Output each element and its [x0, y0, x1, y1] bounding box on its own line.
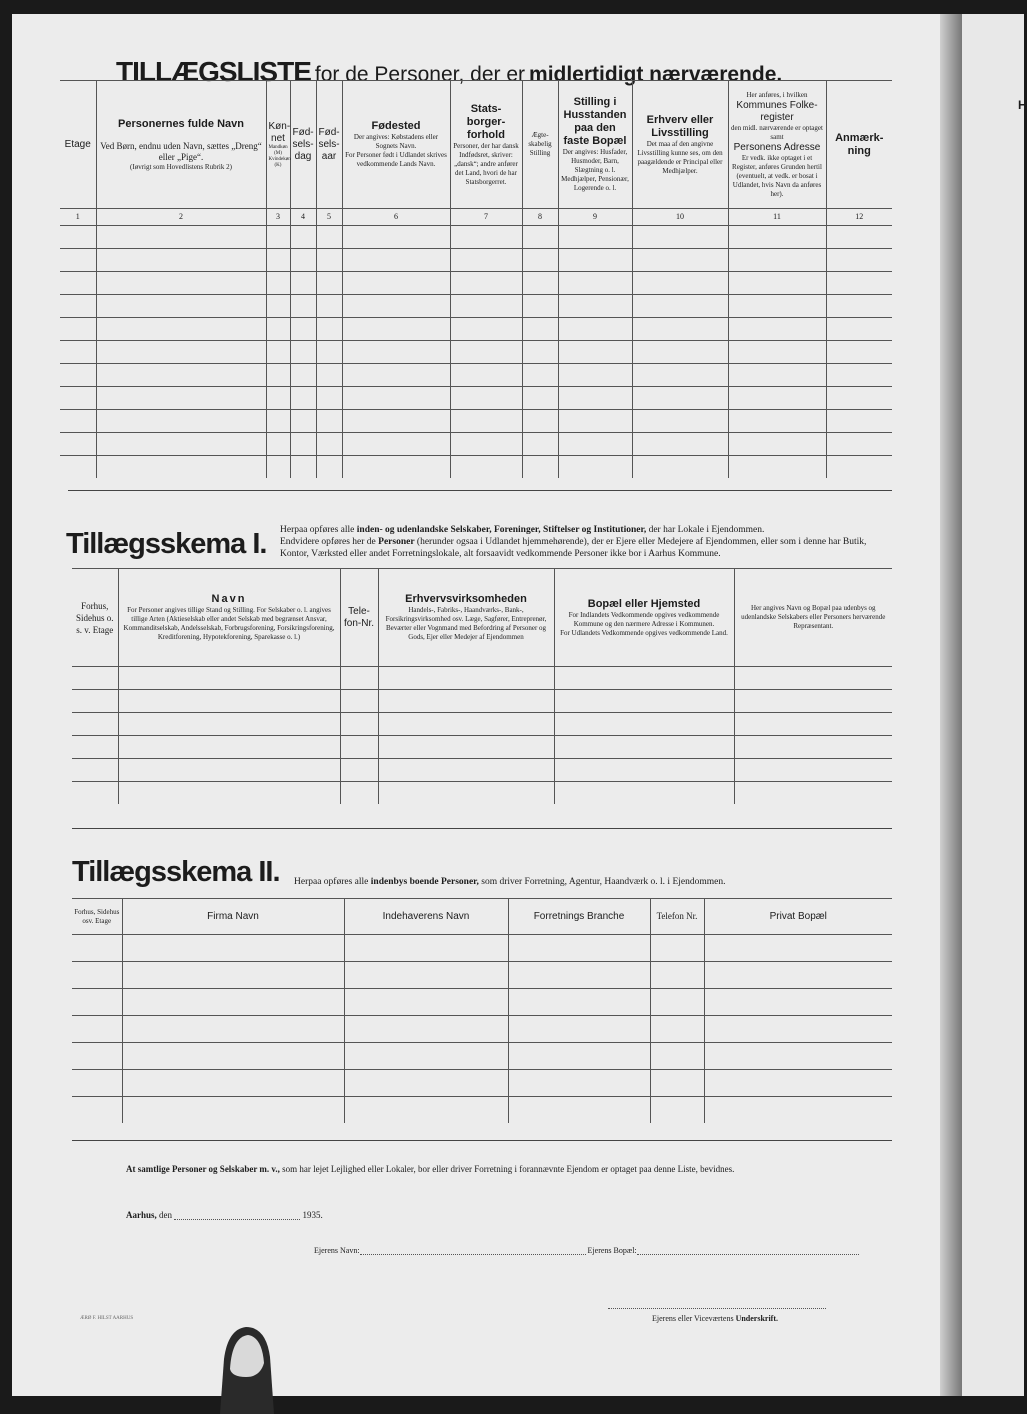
empty-cell[interactable]	[344, 989, 508, 1016]
empty-cell[interactable]	[728, 387, 826, 410]
empty-cell[interactable]	[378, 713, 554, 736]
col-koennet: Køn-net Mandkøn (M) Kvindekøn (K)	[266, 81, 290, 209]
empty-cell[interactable]	[118, 713, 340, 736]
empty-row[interactable]	[60, 318, 892, 341]
owner-name-line: Ejerens Navn: Ejerens Bopæl:	[314, 1246, 859, 1255]
empty-cell[interactable]	[266, 364, 290, 387]
list-number-row: 1 2 3 4 5 6 7 8 9 10 11 12	[60, 209, 892, 226]
empty-cell[interactable]	[734, 690, 892, 713]
empty-cell[interactable]	[96, 410, 266, 433]
empty-cell[interactable]	[826, 341, 892, 364]
empty-cell[interactable]	[728, 318, 826, 341]
empty-cell[interactable]	[378, 736, 554, 759]
empty-cell[interactable]	[60, 272, 96, 295]
col-foedested: Fødested Der angives: Købstadens eller Sognets Navn. For Personer født i Udlandet skrives vedkommende Lands Navn.	[342, 81, 450, 209]
empty-cell[interactable]	[450, 410, 522, 433]
empty-cell[interactable]	[378, 759, 554, 782]
empty-cell[interactable]	[72, 962, 122, 989]
title-main: TILLÆGSLISTE	[116, 56, 311, 87]
title-bold: midlertidigt nærværende.	[529, 63, 783, 86]
empty-cell[interactable]	[266, 341, 290, 364]
empty-cell[interactable]	[316, 249, 342, 272]
empty-cell[interactable]	[266, 272, 290, 295]
empty-cell[interactable]	[508, 1070, 650, 1097]
empty-cell[interactable]	[826, 387, 892, 410]
empty-cell[interactable]	[72, 690, 118, 713]
s2-col-telefon: Telefon Nr.	[650, 899, 704, 935]
empty-row[interactable]	[60, 341, 892, 364]
empty-cell[interactable]	[342, 456, 450, 479]
facing-page-mark: H	[1018, 98, 1027, 112]
signature-caption: Ejerens eller Viceværtens Underskrift.	[652, 1314, 779, 1323]
form-page	[12, 14, 940, 1396]
empty-cell[interactable]	[704, 935, 892, 962]
empty-cell[interactable]	[290, 295, 316, 318]
empty-cell[interactable]	[96, 433, 266, 456]
empty-cell[interactable]	[522, 272, 558, 295]
list-body	[60, 226, 892, 479]
empty-cell[interactable]	[734, 782, 892, 805]
empty-cell[interactable]	[558, 387, 632, 410]
empty-cell[interactable]	[72, 989, 122, 1016]
empty-cell[interactable]	[316, 433, 342, 456]
empty-cell[interactable]	[558, 318, 632, 341]
empty-cell[interactable]	[728, 410, 826, 433]
empty-cell[interactable]	[266, 410, 290, 433]
empty-cell[interactable]	[632, 272, 728, 295]
s1-col-bopael: Bopæl eller Hjemsted For Indlandets Vedkommende opgives vedkommende Kommune og den nærmere Adresse i Kommunen. For Udlandets Vedkommende opgives vedkommende Land.	[554, 569, 734, 667]
skema2-note: Herpaa opføres alle indenbys boende Personer, som driver Forretning, Agentur, Haandværk o. l. i Ejendommen.	[294, 877, 726, 887]
empty-cell[interactable]	[734, 713, 892, 736]
empty-cell[interactable]	[728, 226, 826, 249]
empty-cell[interactable]	[734, 667, 892, 690]
empty-cell[interactable]	[342, 295, 450, 318]
signature-line	[608, 1308, 826, 1309]
empty-cell[interactable]	[632, 410, 728, 433]
empty-cell[interactable]	[632, 226, 728, 249]
s2-col-firma: Firma Navn	[122, 899, 344, 935]
empty-cell[interactable]	[344, 935, 508, 962]
empty-cell[interactable]	[342, 341, 450, 364]
empty-cell[interactable]	[60, 318, 96, 341]
empty-cell[interactable]	[558, 456, 632, 479]
empty-cell[interactable]	[96, 341, 266, 364]
skema1-note: Herpaa opføres alle inden- og udenlandske Selskaber, Foreninger, Stiftelser og Institutioner, der har Lokale i Ejendommen. Endvidere opføres her de Personer (herunder ogsaa i Udlandet hjemmehørende), der er Ejere eller Medejere af Ejendommen, eller som i denne har Butik, Kontor, Værksted eller andet Forretningslokale, alt forsaavidt vedkommende Personer ikke bor i Aarhus Kommune.	[280, 525, 867, 559]
col-folkeregister: Her anføres, i hvilken Kommunes Folke-register den midl. nærværende er optaget samt Personens Adresse Er vedk. ikke optaget i et Register, anføres Grunden hertil (eventuelt, at vedk. er bosat i Udlandet, hvis Navn da anføres her).	[728, 81, 826, 209]
empty-cell[interactable]	[826, 295, 892, 318]
empty-cell[interactable]	[96, 226, 266, 249]
empty-cell[interactable]	[266, 295, 290, 318]
empty-row[interactable]	[72, 1043, 892, 1070]
tillaegsliste-table	[60, 80, 892, 478]
skema1-title: Tillægsskema I.	[66, 528, 267, 560]
empty-cell[interactable]	[554, 759, 734, 782]
empty-row[interactable]	[72, 1016, 892, 1043]
empty-cell[interactable]	[96, 272, 266, 295]
empty-cell[interactable]	[826, 249, 892, 272]
empty-row[interactable]	[60, 295, 892, 318]
empty-cell[interactable]	[60, 341, 96, 364]
empty-cell[interactable]	[72, 713, 118, 736]
empty-cell[interactable]	[554, 667, 734, 690]
empty-cell[interactable]	[558, 249, 632, 272]
empty-cell[interactable]	[344, 1043, 508, 1070]
s2-col-etage: Forhus, Sidehus osv. Etage	[72, 899, 122, 935]
empty-cell[interactable]	[290, 433, 316, 456]
empty-cell[interactable]	[96, 295, 266, 318]
empty-cell[interactable]	[340, 782, 378, 805]
empty-cell[interactable]	[450, 341, 522, 364]
empty-cell[interactable]	[632, 364, 728, 387]
empty-cell[interactable]	[632, 341, 728, 364]
empty-cell[interactable]	[558, 433, 632, 456]
empty-cell[interactable]	[122, 962, 344, 989]
empty-cell[interactable]	[316, 387, 342, 410]
empty-cell[interactable]	[290, 272, 316, 295]
empty-row[interactable]	[72, 667, 892, 690]
empty-row[interactable]	[60, 410, 892, 433]
empty-cell[interactable]	[704, 1016, 892, 1043]
col-navn: Personernes fulde Navn Ved Børn, endnu uden Navn, sættes „Dreng“ eller „Pige“. (Iøvrigt som Hovedlistens Rubrik 2)	[96, 81, 266, 209]
empty-cell[interactable]	[72, 782, 118, 805]
printer-mark: ÆRØ F. HILST AARHUS	[80, 1316, 134, 1321]
skema1-header-row	[72, 569, 892, 667]
col-etage: Etage	[60, 81, 96, 209]
empty-cell[interactable]	[96, 456, 266, 479]
empty-cell[interactable]	[378, 690, 554, 713]
s1-col-etage: Forhus, Sidehus o. s. v. Etage	[72, 569, 118, 667]
empty-cell[interactable]	[266, 249, 290, 272]
empty-cell[interactable]	[450, 272, 522, 295]
empty-cell[interactable]	[826, 318, 892, 341]
empty-cell[interactable]	[728, 341, 826, 364]
facing-page	[962, 14, 1027, 1396]
empty-cell[interactable]	[72, 1070, 122, 1097]
empty-cell[interactable]	[316, 272, 342, 295]
empty-row[interactable]	[72, 690, 892, 713]
empty-cell[interactable]	[344, 1016, 508, 1043]
empty-cell[interactable]	[60, 295, 96, 318]
thumb-holding-page	[210, 1319, 280, 1414]
empty-cell[interactable]	[508, 935, 650, 962]
empty-row[interactable]	[60, 249, 892, 272]
empty-cell[interactable]	[344, 1070, 508, 1097]
empty-cell[interactable]	[632, 295, 728, 318]
empty-cell[interactable]	[118, 690, 340, 713]
empty-cell[interactable]	[450, 295, 522, 318]
col-foedselsdag: Fød-sels-dag	[290, 81, 316, 209]
empty-row[interactable]	[72, 782, 892, 805]
empty-row[interactable]	[60, 272, 892, 295]
empty-cell[interactable]	[704, 962, 892, 989]
empty-cell[interactable]	[826, 456, 892, 479]
empty-cell[interactable]	[650, 1043, 704, 1070]
empty-cell[interactable]	[316, 341, 342, 364]
empty-cell[interactable]	[704, 1097, 892, 1124]
empty-cell[interactable]	[60, 364, 96, 387]
empty-row[interactable]	[72, 1097, 892, 1124]
s1-col-telefon: Tele-fon-Nr.	[340, 569, 378, 667]
divider	[72, 828, 892, 829]
empty-cell[interactable]	[522, 295, 558, 318]
empty-cell[interactable]	[554, 736, 734, 759]
s2-col-bopael: Privat Bopæl	[704, 899, 892, 935]
empty-cell[interactable]	[826, 410, 892, 433]
empty-cell[interactable]	[826, 226, 892, 249]
empty-cell[interactable]	[450, 249, 522, 272]
empty-cell[interactable]	[522, 433, 558, 456]
empty-cell[interactable]	[558, 341, 632, 364]
empty-cell[interactable]	[290, 249, 316, 272]
empty-cell[interactable]	[632, 456, 728, 479]
empty-cell[interactable]	[122, 935, 344, 962]
empty-cell[interactable]	[340, 690, 378, 713]
empty-cell[interactable]	[344, 1097, 508, 1124]
empty-cell[interactable]	[826, 272, 892, 295]
empty-cell[interactable]	[342, 226, 450, 249]
skema1-table	[72, 568, 892, 804]
empty-cell[interactable]	[650, 1070, 704, 1097]
empty-cell[interactable]	[72, 1016, 122, 1043]
empty-cell[interactable]	[316, 364, 342, 387]
empty-cell[interactable]	[122, 1043, 344, 1070]
empty-row[interactable]	[72, 1070, 892, 1097]
empty-cell[interactable]	[522, 318, 558, 341]
empty-cell[interactable]	[650, 1016, 704, 1043]
empty-cell[interactable]	[72, 759, 118, 782]
empty-cell[interactable]	[316, 295, 342, 318]
empty-cell[interactable]	[266, 387, 290, 410]
empty-cell[interactable]	[342, 433, 450, 456]
list-header-row	[60, 81, 892, 209]
empty-cell[interactable]	[734, 736, 892, 759]
empty-cell[interactable]	[122, 989, 344, 1016]
empty-cell[interactable]	[340, 759, 378, 782]
empty-cell[interactable]	[342, 387, 450, 410]
empty-cell[interactable]	[60, 226, 96, 249]
empty-cell[interactable]	[72, 935, 122, 962]
skema2-table	[72, 898, 892, 1123]
empty-cell[interactable]	[290, 410, 316, 433]
empty-cell[interactable]	[522, 341, 558, 364]
empty-cell[interactable]	[342, 272, 450, 295]
empty-cell[interactable]	[290, 364, 316, 387]
empty-row[interactable]	[60, 456, 892, 479]
empty-cell[interactable]	[632, 318, 728, 341]
empty-cell[interactable]	[60, 249, 96, 272]
empty-cell[interactable]	[632, 387, 728, 410]
empty-cell[interactable]	[96, 387, 266, 410]
empty-cell[interactable]	[650, 962, 704, 989]
col-erhverv: Erhverv eller Livsstilling Det maa af den angivne Livsstilling kunne ses, om den paagældende er Principal eller Medhjælper.	[632, 81, 728, 209]
empty-cell[interactable]	[290, 226, 316, 249]
empty-row[interactable]	[60, 387, 892, 410]
empty-cell[interactable]	[96, 249, 266, 272]
empty-cell[interactable]	[554, 690, 734, 713]
empty-cell[interactable]	[60, 456, 96, 479]
col-foedselsaar: Fød-sels-aar	[316, 81, 342, 209]
empty-row[interactable]	[72, 713, 892, 736]
empty-cell[interactable]	[558, 226, 632, 249]
skema2-body	[72, 935, 892, 1124]
s1-col-repraesentant: Her angives Navn og Bopæl paa udenbys og udenlandske Selskabers eller Personers herværende Repræsentant.	[734, 569, 892, 667]
empty-cell[interactable]	[508, 989, 650, 1016]
empty-row[interactable]	[72, 935, 892, 962]
empty-cell[interactable]	[632, 249, 728, 272]
col-aegteskab: Ægte-skabelig Stilling	[522, 81, 558, 209]
empty-cell[interactable]	[558, 410, 632, 433]
empty-row[interactable]	[60, 364, 892, 387]
empty-cell[interactable]	[508, 1097, 650, 1124]
empty-cell[interactable]	[118, 667, 340, 690]
empty-cell[interactable]	[316, 456, 342, 479]
empty-cell[interactable]	[344, 962, 508, 989]
empty-cell[interactable]	[522, 226, 558, 249]
empty-cell[interactable]	[650, 935, 704, 962]
empty-cell[interactable]	[450, 456, 522, 479]
s1-col-erhverv: Erhvervsvirksomheden Handels-, Fabriks-, Haandværks-, Bank-, Forsikringsvirksomhed osv. Læge, Sagfører, Entreprenør, Beværter eller Vognmand med Befordring af Personer og Gods, Ejer eller Medejer af Ejendommen	[378, 569, 554, 667]
empty-cell[interactable]	[704, 1070, 892, 1097]
empty-cell[interactable]	[72, 1043, 122, 1070]
empty-cell[interactable]	[122, 1016, 344, 1043]
empty-cell[interactable]	[522, 364, 558, 387]
empty-cell[interactable]	[290, 318, 316, 341]
empty-cell[interactable]	[522, 456, 558, 479]
empty-row[interactable]	[72, 736, 892, 759]
empty-cell[interactable]	[340, 713, 378, 736]
empty-cell[interactable]	[378, 667, 554, 690]
empty-cell[interactable]	[826, 364, 892, 387]
empty-cell[interactable]	[728, 433, 826, 456]
empty-cell[interactable]	[632, 433, 728, 456]
empty-cell[interactable]	[118, 736, 340, 759]
empty-cell[interactable]	[266, 318, 290, 341]
empty-cell[interactable]	[290, 387, 316, 410]
empty-cell[interactable]	[340, 736, 378, 759]
empty-row[interactable]	[72, 989, 892, 1016]
empty-cell[interactable]	[558, 364, 632, 387]
empty-cell[interactable]	[734, 759, 892, 782]
empty-cell[interactable]	[60, 387, 96, 410]
empty-cell[interactable]	[290, 341, 316, 364]
attestation-statement: At samtlige Personer og Selskaber m. v., som har lejet Lejlighed eller Lokaler, bor eller driver Forretning i forannævnte Ejendom er optaget paa denne Liste, bevidnes.	[126, 1164, 735, 1174]
s2-col-indehaver: Indehaverens Navn	[344, 899, 508, 935]
empty-row[interactable]	[60, 433, 892, 456]
empty-cell[interactable]	[266, 226, 290, 249]
empty-cell[interactable]	[290, 456, 316, 479]
empty-cell[interactable]	[96, 364, 266, 387]
empty-cell[interactable]	[522, 249, 558, 272]
empty-cell[interactable]	[826, 433, 892, 456]
empty-cell[interactable]	[60, 433, 96, 456]
empty-row[interactable]	[60, 226, 892, 249]
binding-gutter	[940, 14, 962, 1396]
empty-cell[interactable]	[342, 318, 450, 341]
empty-row[interactable]	[72, 759, 892, 782]
skema2-title: Tillægsskema II.	[72, 856, 280, 888]
empty-cell[interactable]	[450, 226, 522, 249]
empty-cell[interactable]	[728, 272, 826, 295]
empty-cell[interactable]	[340, 667, 378, 690]
empty-cell[interactable]	[450, 318, 522, 341]
col-stilling: Stilling i Husstanden paa den faste Bopæl Der angives: Husfader, Husmoder, Barn, Slægtning o. l. Medhjælper, Pensionær, Logerende o. l.	[558, 81, 632, 209]
empty-cell[interactable]	[342, 249, 450, 272]
skema1-body	[72, 667, 892, 805]
empty-cell[interactable]	[72, 667, 118, 690]
empty-cell[interactable]	[316, 226, 342, 249]
empty-cell[interactable]	[554, 782, 734, 805]
empty-cell[interactable]	[118, 759, 340, 782]
empty-cell[interactable]	[96, 318, 266, 341]
empty-cell[interactable]	[522, 387, 558, 410]
empty-cell[interactable]	[508, 962, 650, 989]
empty-cell[interactable]	[118, 782, 340, 805]
empty-cell[interactable]	[342, 364, 450, 387]
empty-cell[interactable]	[266, 433, 290, 456]
empty-cell[interactable]	[450, 364, 522, 387]
title-mid: for de Personer, der er	[314, 63, 526, 86]
empty-cell[interactable]	[378, 782, 554, 805]
empty-cell[interactable]	[650, 1097, 704, 1124]
empty-cell[interactable]	[704, 989, 892, 1016]
col-anmaerkning: Anmærk-ning	[826, 81, 892, 209]
empty-cell[interactable]	[508, 1016, 650, 1043]
empty-cell[interactable]	[72, 736, 118, 759]
empty-cell[interactable]	[728, 456, 826, 479]
divider	[68, 490, 892, 491]
empty-cell[interactable]	[522, 410, 558, 433]
empty-cell[interactable]	[728, 364, 826, 387]
empty-cell[interactable]	[316, 318, 342, 341]
empty-cell[interactable]	[558, 272, 632, 295]
empty-cell[interactable]	[316, 410, 342, 433]
empty-cell[interactable]	[450, 433, 522, 456]
s1-col-navn: Navn For Personer angives tillige Stand og Stilling. For Selskaber o. l. angives tillige Arten (Aktieselskab eller andet Selskab med begrænset Ansvar, Kommanditselskab, Andelsselskab, Forbrugsforening, Forsikringsforening, Kreditforening, Hypotekforening, Sparekasse o. l.)	[118, 569, 340, 667]
empty-cell[interactable]	[650, 989, 704, 1016]
empty-cell[interactable]	[508, 1043, 650, 1070]
empty-row[interactable]	[72, 962, 892, 989]
empty-cell[interactable]	[60, 410, 96, 433]
empty-cell[interactable]	[728, 295, 826, 318]
s2-col-branche: Forretnings Branche	[508, 899, 650, 935]
divider	[72, 1140, 892, 1141]
empty-cell[interactable]	[704, 1043, 892, 1070]
empty-cell[interactable]	[554, 713, 734, 736]
empty-cell[interactable]	[122, 1070, 344, 1097]
col-statsborger: Stats-borger-forhold Personer, der har dansk Indfødsret, skriver: „dansk“; andre anfører det Land, hvori de har Statsborgerret.	[450, 81, 522, 209]
skema2-header-row	[72, 899, 892, 935]
empty-cell[interactable]	[266, 456, 290, 479]
empty-cell[interactable]	[72, 1097, 122, 1124]
empty-cell[interactable]	[728, 249, 826, 272]
empty-cell[interactable]	[450, 387, 522, 410]
empty-cell[interactable]	[558, 295, 632, 318]
empty-cell[interactable]	[342, 410, 450, 433]
empty-cell[interactable]	[122, 1097, 344, 1124]
date-line: Aarhus, den 1935.	[126, 1210, 323, 1220]
